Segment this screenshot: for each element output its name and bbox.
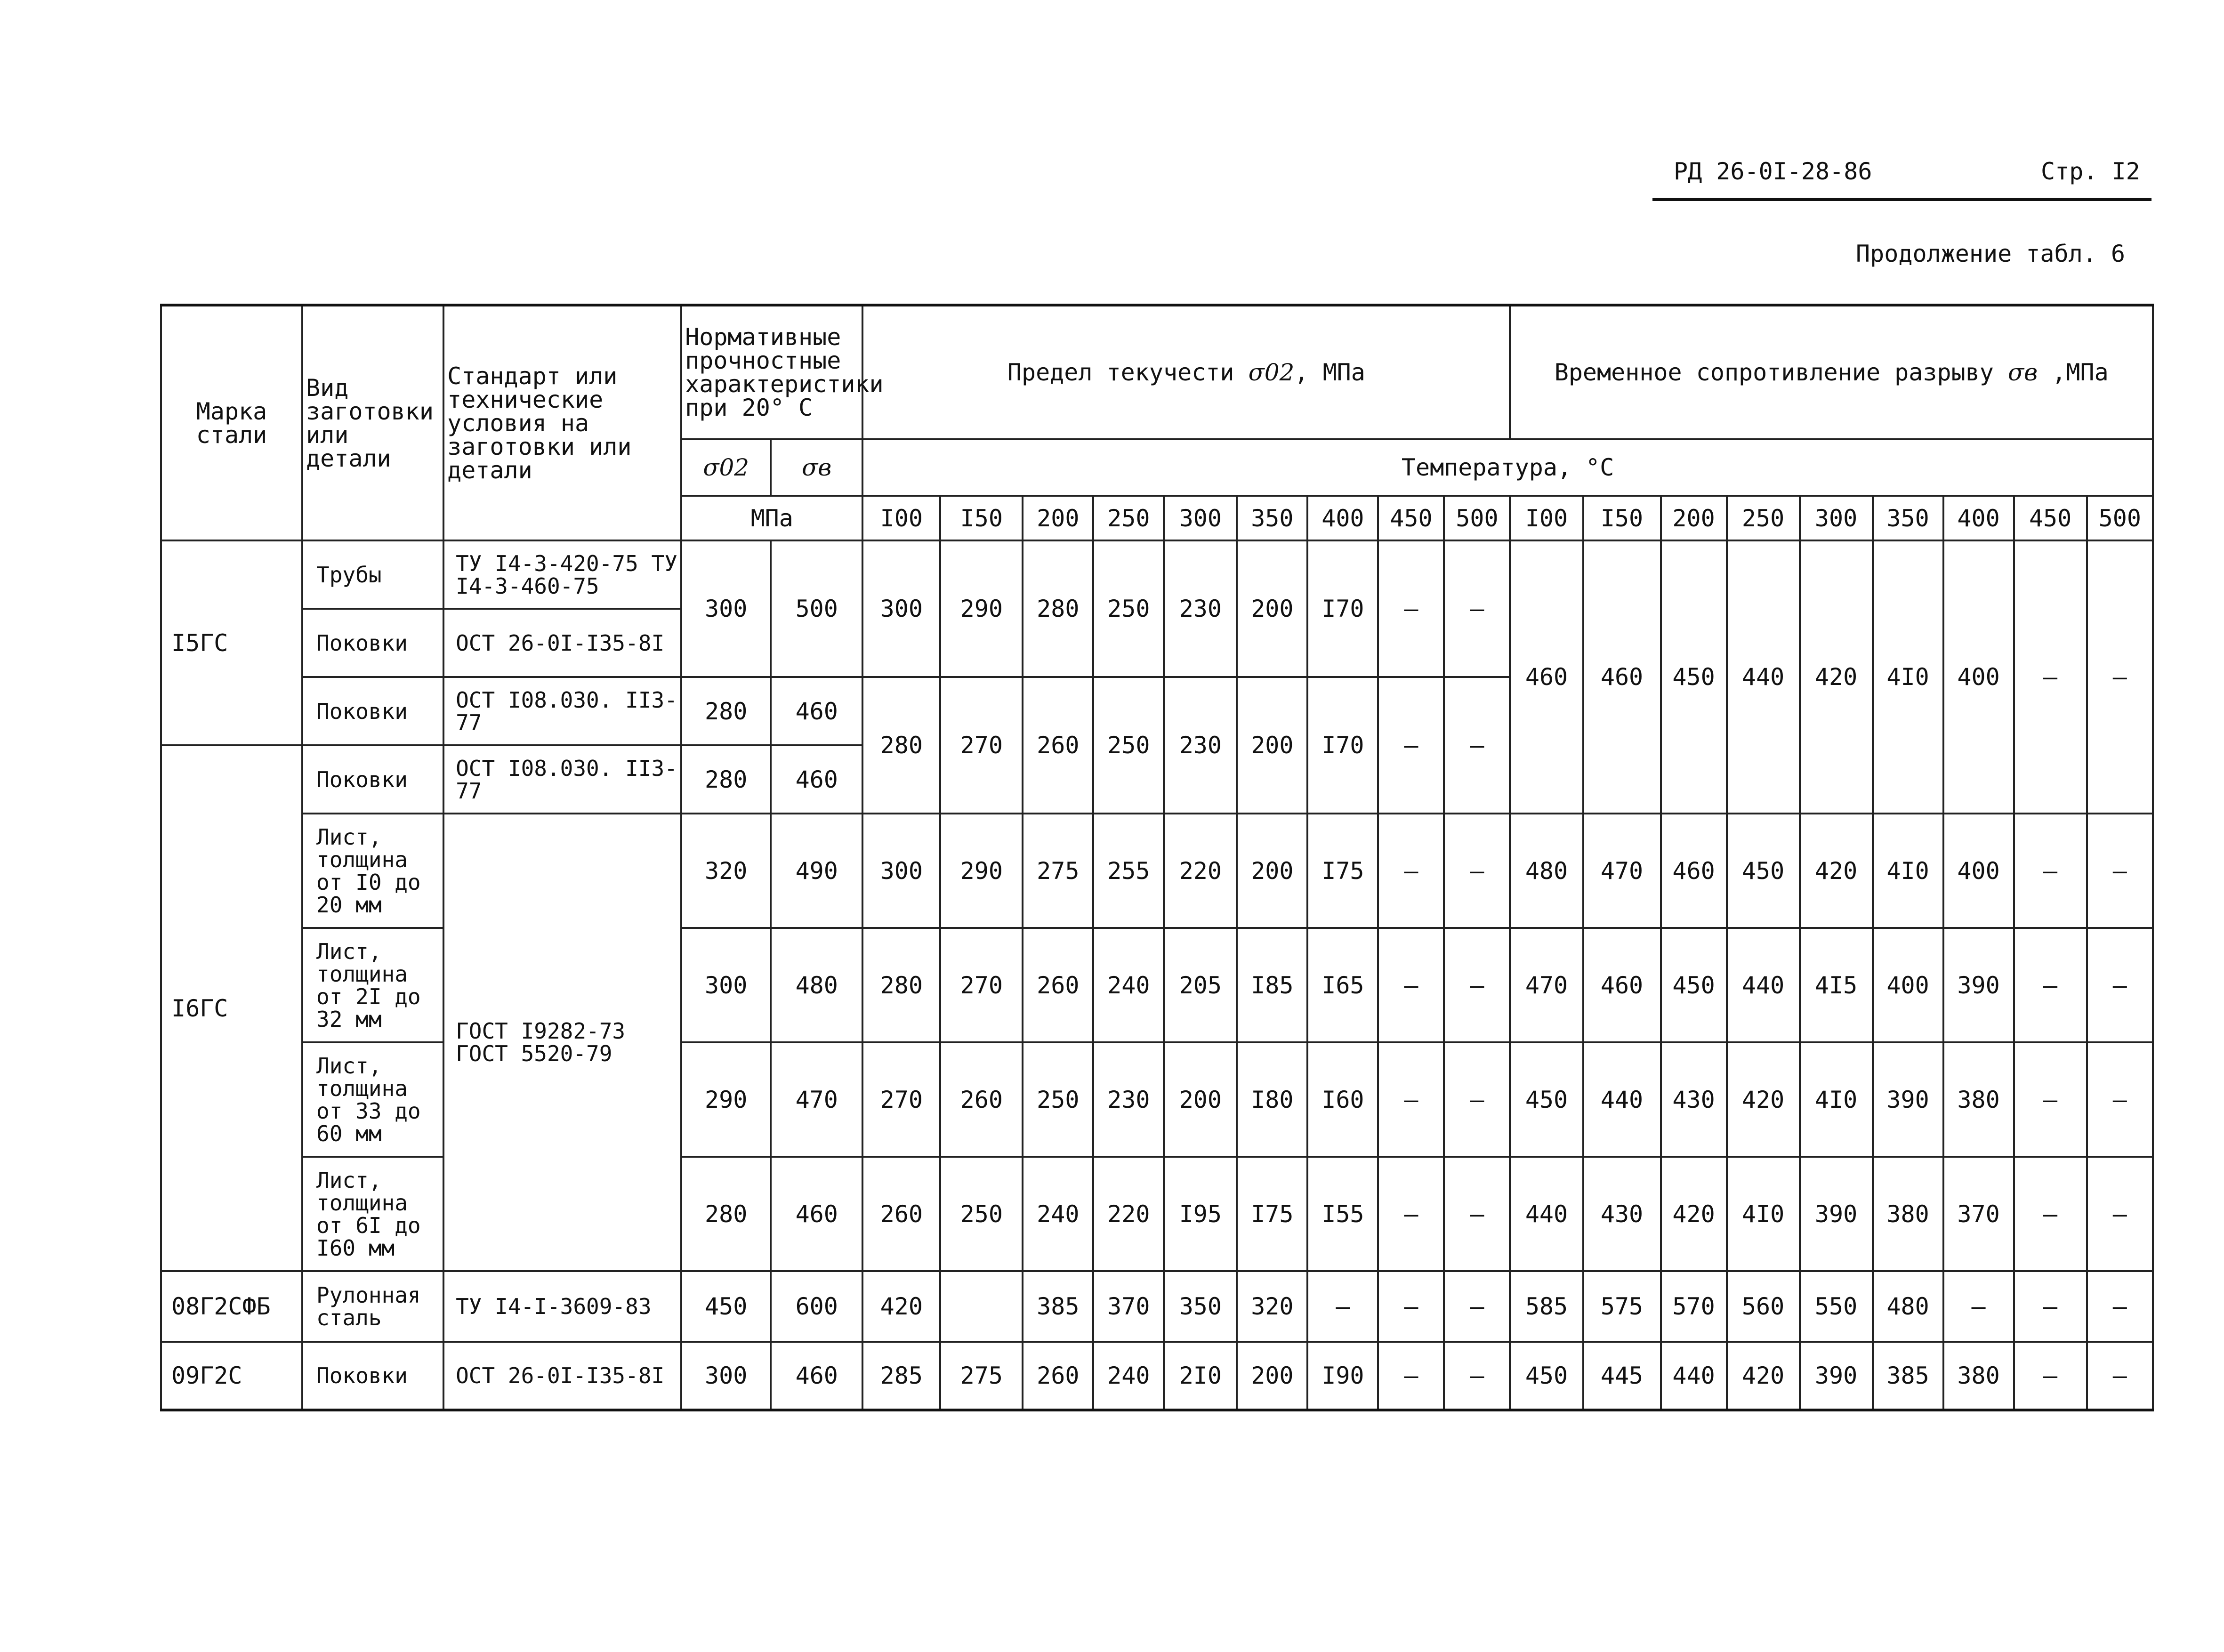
yield-cell: 290 — [940, 814, 1023, 928]
yield-cell: 240 — [1093, 1342, 1164, 1410]
yield-cell: – — [1307, 1271, 1378, 1342]
sigmab-cell: 460 — [771, 1157, 862, 1271]
header-normative: Нормативные прочностные характеристики при 20° С — [681, 305, 862, 439]
tensile-cell: 460 — [1583, 928, 1661, 1042]
sigma02-cell: 280 — [681, 1157, 771, 1271]
yield-cell — [940, 1271, 1023, 1342]
yield-cell: 420 — [862, 1271, 940, 1342]
yield-cell: 200 — [1237, 677, 1307, 814]
grade-cell: I6ГС — [161, 745, 302, 1271]
standard-cell: ТУ I4-3-420-75 ТУ I4-3-460-75 — [443, 540, 681, 609]
tensile-cell: 420 — [1727, 1042, 1800, 1157]
yield-cell: 260 — [1023, 928, 1093, 1042]
yield-cell: – — [1444, 1042, 1510, 1157]
yield-cell: 250 — [1093, 677, 1164, 814]
tensile-cell: 440 — [1583, 1042, 1661, 1157]
tensile-cell: 420 — [1800, 540, 1873, 814]
yield-cell: I55 — [1307, 1157, 1378, 1271]
standard-cell: ОСТ I08.030. II3-77 — [443, 677, 681, 745]
yield-cell: I70 — [1307, 540, 1378, 677]
yield-cell: 250 — [1093, 540, 1164, 677]
yield-cell: – — [1444, 814, 1510, 928]
sigmab-cell: 480 — [771, 928, 862, 1042]
header-sigmab: σв — [771, 439, 862, 496]
tensile-cell: 480 — [1510, 814, 1583, 928]
temp-yield-500: 500 — [1444, 496, 1510, 540]
yield-cell: 205 — [1164, 928, 1237, 1042]
kind-cell: Поковки — [302, 677, 443, 745]
tensile-cell: 440 — [1510, 1157, 1583, 1271]
temp-tensile-500: 500 — [2087, 496, 2153, 540]
tensile-cell: 430 — [1583, 1157, 1661, 1271]
yield-cell: 260 — [1023, 677, 1093, 814]
sigma02-cell: 290 — [681, 1042, 771, 1157]
header-temperature: Температура, °С — [862, 439, 2153, 496]
yield-cell: 385 — [1023, 1271, 1093, 1342]
yield-cell: 275 — [940, 1342, 1023, 1410]
tensile-cell: 460 — [1583, 540, 1661, 814]
page-number: Стр. I2 — [2041, 158, 2140, 185]
temp-yield-400: 400 — [1307, 496, 1378, 540]
kind-cell: Поковки — [302, 1342, 443, 1410]
yield-cell: I80 — [1237, 1042, 1307, 1157]
yield-cell: – — [1444, 1342, 1510, 1410]
tensile-cell: – — [1943, 1271, 2014, 1342]
tensile-cell: 400 — [1943, 814, 2014, 928]
header-grade: Марка стали — [161, 305, 302, 540]
temp-yield-100: I00 — [862, 496, 940, 540]
kind-cell: Трубы — [302, 540, 443, 609]
tensile-cell: – — [2014, 1042, 2087, 1157]
yield-cell: 285 — [862, 1342, 940, 1410]
header-tensile-group — [1510, 305, 2153, 439]
yield-cell: 300 — [862, 540, 940, 677]
yield-cell: – — [1444, 1271, 1510, 1342]
tensile-cell: 390 — [1873, 1042, 1943, 1157]
yield-cell: I70 — [1307, 677, 1378, 814]
yield-cell: 250 — [940, 1157, 1023, 1271]
sigma02-cell: 300 — [681, 1342, 771, 1410]
yield-cell: 200 — [1237, 1342, 1307, 1410]
sigmab-cell: 460 — [771, 677, 862, 745]
yield-cell: 280 — [1023, 540, 1093, 677]
temp-tensile-150: I50 — [1583, 496, 1661, 540]
tensile-cell: – — [2087, 928, 2153, 1042]
standard-cell: ГОСТ I9282-73 ГОСТ 5520-79 — [443, 814, 681, 1271]
yield-cell: 240 — [1023, 1157, 1093, 1271]
yield-cell: – — [1378, 1271, 1444, 1342]
tensile-cell: 420 — [1727, 1342, 1800, 1410]
sigma02-cell: 450 — [681, 1271, 771, 1342]
header-rule — [1652, 198, 2151, 201]
tensile-cell: 440 — [1661, 1342, 1727, 1410]
grade-cell: 09Г2С — [161, 1342, 302, 1410]
standard-cell: ОСТ 26-0I-I35-8I — [443, 609, 681, 677]
tensile-cell: 450 — [1510, 1342, 1583, 1410]
tensile-cell: 480 — [1873, 1271, 1943, 1342]
yield-cell: 240 — [1093, 928, 1164, 1042]
sigma02-cell: 280 — [681, 677, 771, 745]
sigma02-cell: 300 — [681, 540, 771, 677]
yield-cell: 220 — [1093, 1157, 1164, 1271]
tensile-cell: 560 — [1727, 1271, 1800, 1342]
yield-cell: I85 — [1237, 928, 1307, 1042]
tensile-cell: 445 — [1583, 1342, 1661, 1410]
yield-cell: 270 — [862, 1042, 940, 1157]
tensile-cell: 430 — [1661, 1042, 1727, 1157]
tensile-cell: 585 — [1510, 1271, 1583, 1342]
sigma02-cell: 280 — [681, 745, 771, 814]
steel-properties-table — [160, 304, 2154, 1411]
yield-cell: – — [1378, 1042, 1444, 1157]
tensile-cell: – — [2014, 1271, 2087, 1342]
yield-cell: – — [1444, 677, 1510, 814]
header-unit-mpa: МПа — [681, 496, 862, 540]
temp-yield-250: 250 — [1093, 496, 1164, 540]
yield-cell: 260 — [940, 1042, 1023, 1157]
yield-unit: , МПа — [1294, 359, 1365, 386]
tensile-cell: – — [2014, 1342, 2087, 1410]
grade-cell: 08Г2СФБ — [161, 1271, 302, 1342]
yield-cell: 290 — [940, 540, 1023, 677]
standard-cell: ОСТ 26-0I-I35-8I — [443, 1342, 681, 1410]
tensile-group-label: Временное сопротивление разрыву — [1554, 359, 1994, 386]
yield-cell: 220 — [1164, 814, 1237, 928]
yield-cell: – — [1444, 928, 1510, 1042]
yield-cell: – — [1378, 814, 1444, 928]
tensile-cell: 370 — [1943, 1157, 2014, 1271]
temp-tensile-350: 350 — [1873, 496, 1943, 540]
tensile-cell: 390 — [1800, 1342, 1873, 1410]
sigma02-cell: 300 — [681, 928, 771, 1042]
tensile-cell: 440 — [1727, 540, 1800, 814]
tensile-cell: – — [2087, 1342, 2153, 1410]
tensile-cell: 450 — [1510, 1042, 1583, 1157]
yield-cell: 255 — [1093, 814, 1164, 928]
temp-tensile-400: 400 — [1943, 496, 2014, 540]
kind-cell: Лист, толщина от I0 до 20 мм — [302, 814, 443, 928]
yield-cell: 300 — [862, 814, 940, 928]
yield-cell: 200 — [1164, 1042, 1237, 1157]
yield-cell: – — [1378, 1342, 1444, 1410]
yield-cell: 250 — [1023, 1042, 1093, 1157]
tensile-unit: ,МПа — [2038, 359, 2109, 386]
yield-group-label: Предел текучести — [1007, 359, 1234, 386]
yield-cell: 230 — [1164, 677, 1237, 814]
yield-cell: 200 — [1237, 540, 1307, 677]
yield-cell: 320 — [1237, 1271, 1307, 1342]
yield-cell: 260 — [1023, 1342, 1093, 1410]
temp-tensile-100: I00 — [1510, 496, 1583, 540]
yield-cell: – — [1378, 677, 1444, 814]
tensile-cell: 575 — [1583, 1271, 1661, 1342]
tensile-cell: 550 — [1800, 1271, 1873, 1342]
tensile-cell: 450 — [1727, 814, 1800, 928]
yield-cell: 270 — [940, 928, 1023, 1042]
yield-cell: 280 — [862, 677, 940, 814]
tensile-cell: – — [2087, 1157, 2153, 1271]
yield-cell: – — [1378, 928, 1444, 1042]
sigmab-cell: 460 — [771, 745, 862, 814]
temp-yield-300: 300 — [1164, 496, 1237, 540]
yield-cell: 200 — [1237, 814, 1307, 928]
yield-cell: 270 — [940, 677, 1023, 814]
tensile-cell: 440 — [1727, 928, 1800, 1042]
tensile-cell: 4I0 — [1800, 1042, 1873, 1157]
kind-cell: Рулонная сталь — [302, 1271, 443, 1342]
temp-yield-350: 350 — [1237, 496, 1307, 540]
document-code: РД 26-0I-28-86 — [1674, 158, 1872, 185]
yield-cell: 350 — [1164, 1271, 1237, 1342]
tensile-cell: – — [2087, 540, 2153, 814]
tensile-cell: – — [2014, 540, 2087, 814]
yield-cell: – — [1378, 1157, 1444, 1271]
tensile-cell: 450 — [1661, 540, 1727, 814]
temp-tensile-300: 300 — [1800, 496, 1873, 540]
sigma02-cell: 320 — [681, 814, 771, 928]
tensile-cell: 4I0 — [1873, 814, 1943, 928]
tensile-cell: 380 — [1943, 1042, 2014, 1157]
tensile-cell: 470 — [1583, 814, 1661, 928]
kind-cell: Поковки — [302, 609, 443, 677]
kind-cell: Лист, толщина от 2I до 32 мм — [302, 928, 443, 1042]
tensile-cell: 400 — [1943, 540, 2014, 814]
yield-cell: I95 — [1164, 1157, 1237, 1271]
tensile-cell: – — [2087, 1042, 2153, 1157]
yield-cell: I65 — [1307, 928, 1378, 1042]
yield-cell: 280 — [862, 928, 940, 1042]
tensile-cell: – — [2087, 1271, 2153, 1342]
tensile-cell: 4I0 — [1727, 1157, 1800, 1271]
temp-yield-450: 450 — [1378, 496, 1444, 540]
tensile-cell: 380 — [1943, 1342, 2014, 1410]
yield-symbol: σ02 — [1248, 359, 1295, 386]
tensile-cell: 400 — [1873, 928, 1943, 1042]
yield-cell: 2I0 — [1164, 1342, 1237, 1410]
grade-cell: I5ГС — [161, 540, 302, 745]
tensile-cell: 390 — [1943, 928, 2014, 1042]
header-yield-group — [862, 305, 1510, 439]
tensile-cell: 460 — [1661, 814, 1727, 928]
yield-cell: – — [1444, 540, 1510, 677]
yield-cell: I90 — [1307, 1342, 1378, 1410]
sigmab-cell: 600 — [771, 1271, 862, 1342]
tensile-cell: – — [2087, 814, 2153, 928]
sigmab-cell: 460 — [771, 1342, 862, 1410]
tensile-cell: 470 — [1510, 928, 1583, 1042]
header-standard: Стандарт или технические условия на заготовки или детали — [443, 305, 681, 540]
temp-tensile-250: 250 — [1727, 496, 1800, 540]
yield-cell: 230 — [1164, 540, 1237, 677]
sigmab-cell: 500 — [771, 540, 862, 677]
kind-cell: Поковки — [302, 745, 443, 814]
temp-yield-200: 200 — [1023, 496, 1093, 540]
standard-cell: ТУ I4-I-3609-83 — [443, 1271, 681, 1342]
tensile-cell: 420 — [1661, 1157, 1727, 1271]
yield-cell: – — [1378, 540, 1444, 677]
sigmab-cell: 470 — [771, 1042, 862, 1157]
temp-tensile-450: 450 — [2014, 496, 2087, 540]
tensile-cell: – — [2014, 928, 2087, 1042]
tensile-cell: 4I5 — [1800, 928, 1873, 1042]
kind-cell: Лист, толщина от 33 до 60 мм — [302, 1042, 443, 1157]
tensile-cell: 390 — [1800, 1157, 1873, 1271]
tensile-symbol: σв — [2008, 359, 2038, 386]
yield-cell: I60 — [1307, 1042, 1378, 1157]
tensile-cell: 420 — [1800, 814, 1873, 928]
kind-cell: Лист, толщина от 6I до I60 мм — [302, 1157, 443, 1271]
tensile-cell: 450 — [1661, 928, 1727, 1042]
tensile-cell: 570 — [1661, 1271, 1727, 1342]
temp-tensile-200: 200 — [1661, 496, 1727, 540]
sigmab-cell: 490 — [771, 814, 862, 928]
tensile-cell: 460 — [1510, 540, 1583, 814]
yield-cell: I75 — [1307, 814, 1378, 928]
yield-cell: – — [1444, 1157, 1510, 1271]
yield-cell: I75 — [1237, 1157, 1307, 1271]
tensile-cell: – — [2014, 1157, 2087, 1271]
yield-cell: 260 — [862, 1157, 940, 1271]
yield-cell: 275 — [1023, 814, 1093, 928]
header-kind: Вид заготовки или детали — [302, 305, 443, 540]
yield-cell: 230 — [1093, 1042, 1164, 1157]
tensile-cell: 380 — [1873, 1157, 1943, 1271]
yield-cell: 370 — [1093, 1271, 1164, 1342]
tensile-cell: 385 — [1873, 1342, 1943, 1410]
tensile-cell: 4I0 — [1873, 540, 1943, 814]
tensile-cell: – — [2014, 814, 2087, 928]
table-continuation-label: Продолжение табл. 6 — [1856, 240, 2125, 267]
temp-yield-150: I50 — [940, 496, 1023, 540]
standard-cell: ОСТ I08.030. II3-77 — [443, 745, 681, 814]
header-sigma02: σ02 — [681, 439, 771, 496]
